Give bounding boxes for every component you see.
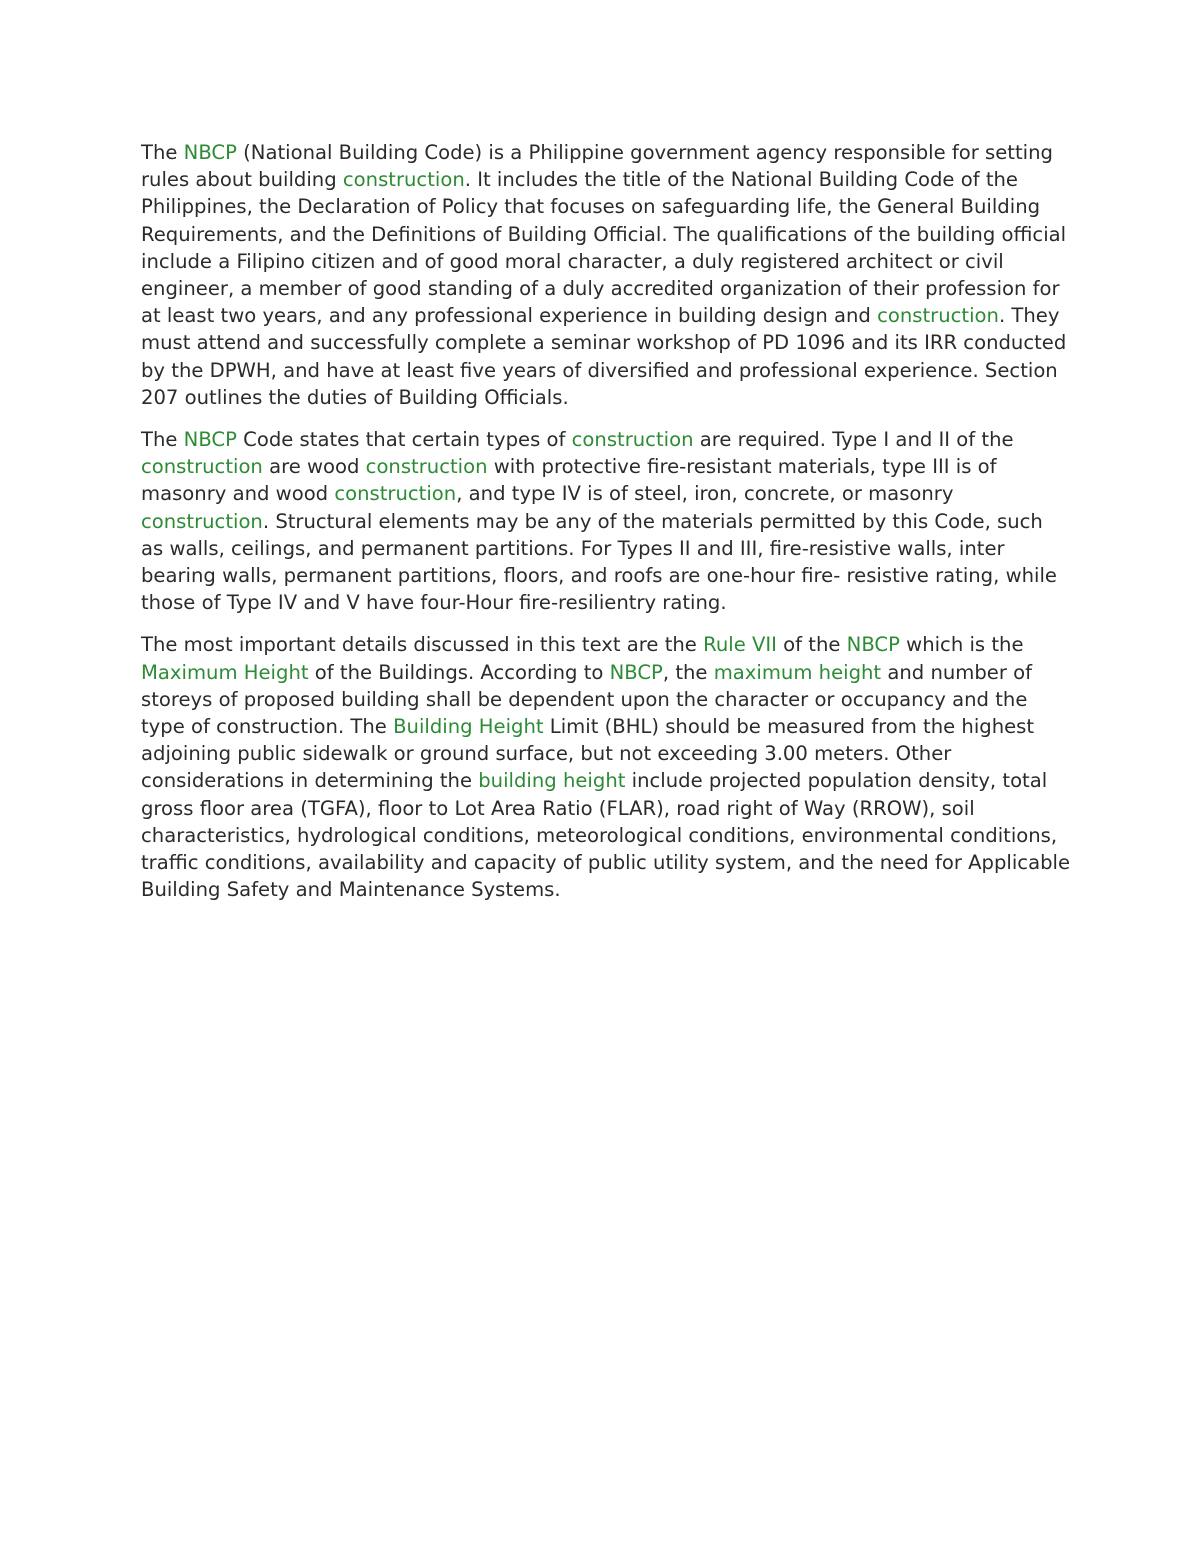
keyword-link[interactable]: construction <box>141 455 263 479</box>
paragraph-2 <box>141 426 1071 616</box>
keyword-link[interactable]: construction <box>571 428 694 452</box>
paragraph-1 <box>141 139 1071 411</box>
keyword-link[interactable]: construction <box>334 482 457 506</box>
body-text: are required. Type I and II of the <box>693 428 1014 452</box>
body-text: are wood <box>262 455 366 479</box>
body-text: Limit (BHL) should be measured from the highest adjoining public sidewalk or ground surface, but not exceeding 3.00 meters. Other considerations in determining the <box>141 715 1035 793</box>
body-text: . Structural elements may be any of the materials permitted by this Code, such as walls, ceilings, and permanent partitions. For Types II and III, fire-resistive walls, inter bearing walls, permanent partitions, floors, and roofs are one-hour fire- resistive rating, while those of Type IV and V have four-Hour fire-resilientry rating. <box>141 509 1057 615</box>
body-text: include projected population density, total gross floor area (TGFA), floor to Lot Area Ratio (FLAR), road right of Way (RROW), soil characteristics, hydrological conditions, meteorological conditions, environmental conditions, traffic conditions, availability and capacity of public utility system, and the need for Applicable Building Safety and Maintenance Systems. <box>141 769 1071 902</box>
body-text: of the <box>776 633 847 657</box>
keyword-link[interactable]: NBCP <box>183 428 237 452</box>
body-text: , and type IV is of steel, iron, concrete, or masonry <box>456 482 954 506</box>
keyword-link[interactable]: NBCP <box>609 660 663 684</box>
body-text: . They must attend and successfully complete a seminar workshop of PD 1096 and its IRR conducted by the DPWH, and have at least five years of diversified and professional experience. Section 207 outlines the duties of Building Officials. <box>141 304 1067 409</box>
body-text: The <box>141 141 184 164</box>
keyword-link[interactable]: building height <box>478 769 626 793</box>
keyword-link[interactable]: Rule VII <box>703 633 777 657</box>
keyword-link[interactable]: construction <box>342 168 465 192</box>
body-text: (National Building Code) is a Philippine government agency responsible for setting rules about building <box>141 141 1053 192</box>
document-body <box>141 139 1071 918</box>
body-text: The most important details discussed in this text are the <box>141 633 704 657</box>
keyword-link[interactable]: NBCP <box>846 633 900 657</box>
body-text: which is the <box>899 633 1024 657</box>
keyword-link[interactable]: Maximum Height <box>141 660 309 684</box>
paragraph-3 <box>141 631 1071 903</box>
body-text: Code states that certain types of <box>236 428 572 452</box>
keyword-link[interactable]: NBCP <box>183 141 237 164</box>
body-text: . It includes the title of the National Building Code of the Philippines, the Declaration of Policy that focuses on safeguarding life, the General Building Requirements, and the Definitions of Building Official. The qualifications of the building official include a Filipino citizen and of good moral character, a duly registered architect or civil engineer, a member of good standing of a duly accredited organization of their profession for at least two years, and any professional experience in building design and <box>141 168 1067 328</box>
keyword-link[interactable]: Building Height <box>393 715 544 739</box>
keyword-link[interactable]: construction <box>877 304 999 328</box>
keyword-link[interactable]: construction <box>141 509 263 533</box>
body-text: The <box>141 428 184 452</box>
body-text: and number of storeys of proposed building shall be dependent upon the character or occupancy and the type of construction. The <box>141 660 1033 739</box>
keyword-link[interactable]: construction <box>365 455 488 479</box>
keyword-link[interactable]: maximum height <box>713 660 882 684</box>
body-text: with protective fire-resistant materials, type III is of masonry and wood <box>141 455 997 506</box>
body-text: , the <box>662 660 714 684</box>
body-text: of the Buildings. According to <box>308 660 610 684</box>
